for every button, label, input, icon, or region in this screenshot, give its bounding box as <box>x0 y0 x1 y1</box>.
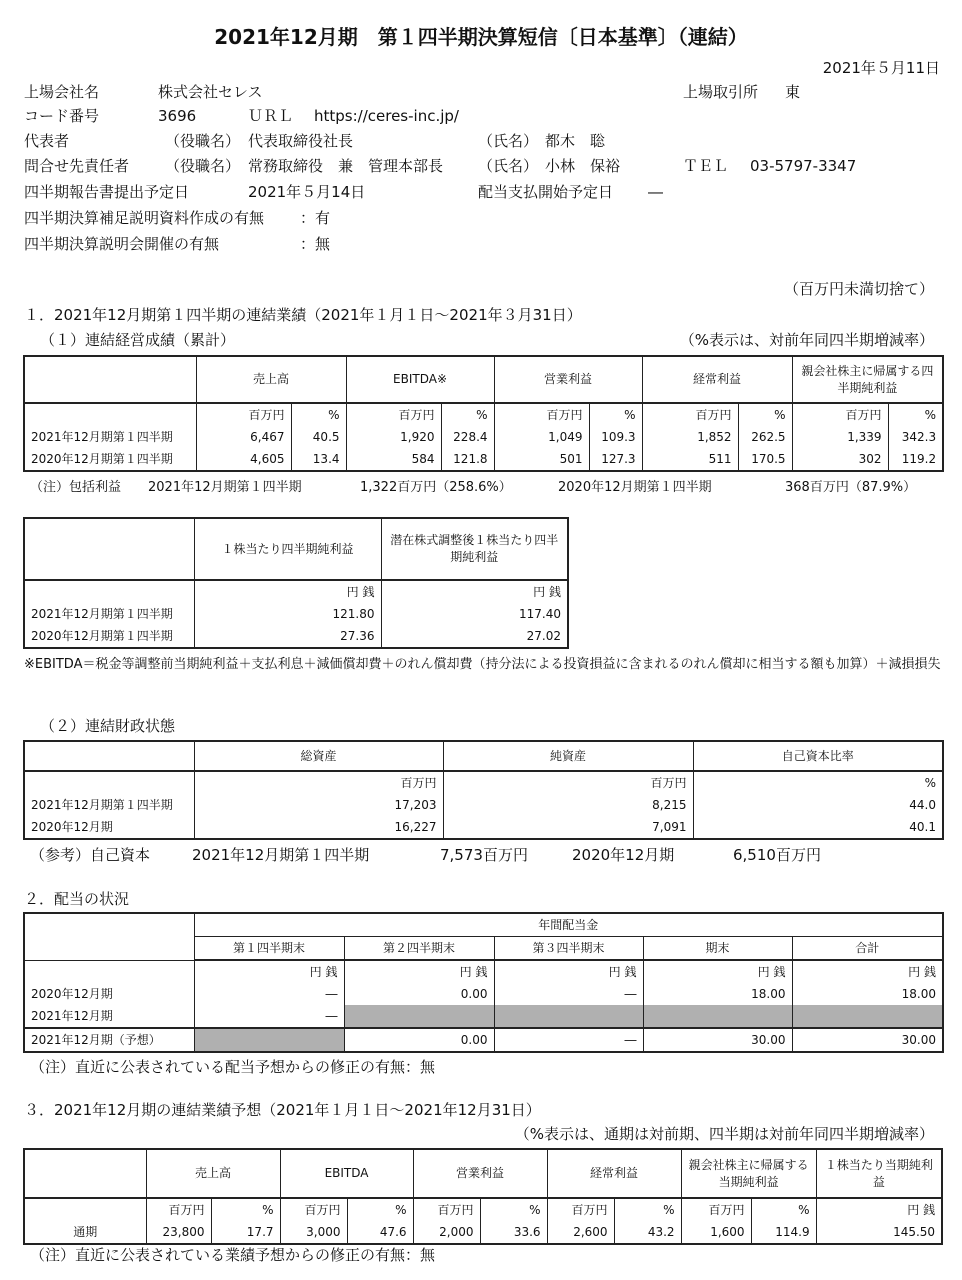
unit-label: % <box>738 403 792 426</box>
rep-title: 代表取締役社長 <box>248 132 354 150</box>
table-cell <box>24 1198 146 1221</box>
equity-period-2: 2020年12月期 <box>572 846 675 864</box>
row-label: 2021年12月期第１四半期 <box>24 603 194 625</box>
comprehensive-value-2: 368百万円（87.9%） <box>785 480 917 495</box>
value-cell: 4,605 <box>196 448 291 471</box>
unit-label: 円 銭 <box>344 960 494 983</box>
unit-label: 百万円 <box>681 1198 751 1221</box>
column-header: 総資産 <box>194 741 443 771</box>
column-header: 第２四半期末 <box>344 937 494 961</box>
unit-label: 円 銭 <box>494 960 643 983</box>
value-cell: 121.80 <box>194 603 381 625</box>
unit-label: 百万円 <box>547 1198 614 1221</box>
row-label: 2020年12月期第１四半期 <box>24 448 196 471</box>
report-date-value: 2021年５月14日 <box>248 183 366 201</box>
table-cell <box>24 403 196 426</box>
column-header: 潜在株式調整後１株当たり四半期純利益 <box>381 518 568 580</box>
table-cell <box>24 580 194 603</box>
value-cell <box>194 1028 344 1052</box>
header-row <box>24 356 943 403</box>
value-cell: 262.5 <box>738 426 792 448</box>
value-cell: ― <box>194 1005 344 1028</box>
unit-label: % <box>693 771 943 794</box>
equity-label: （参考）自己資本 <box>30 846 151 864</box>
column-header: 営業利益 <box>494 356 642 403</box>
unit-row <box>24 403 943 426</box>
table-row <box>24 625 568 648</box>
comprehensive-value-1: 1,322百万円（258.6%） <box>360 480 512 495</box>
value-cell: ― <box>194 983 344 1005</box>
section1-subheading: （１）連結経営成績（累計） <box>40 331 236 349</box>
column-header: EBITDA※ <box>346 356 494 403</box>
column-header: １株当たり当期純利益 <box>816 1149 942 1198</box>
ebitda-note: ※EBITDA＝税金等調整前当期純利益＋支払利息＋減価償却費＋のれん償却費（持分法による投資損益に含まれるのれん償却に相当する額も加算）＋減損損失 <box>24 657 941 672</box>
report-date: 2021年５月11日 <box>822 59 940 77</box>
column-header: 親会社株主に帰属する当期純利益 <box>681 1149 816 1198</box>
value-cell: ― <box>494 1028 643 1052</box>
header-row <box>24 518 568 580</box>
value-cell: 18.00 <box>643 983 792 1005</box>
url-label: ＵＲＬ <box>248 107 294 125</box>
column-header: 自己資本比率 <box>693 741 943 771</box>
exchange-label: 上場取引所 <box>683 83 759 101</box>
value-cell: 8,215 <box>443 794 693 816</box>
table-cell <box>24 771 194 794</box>
value-cell: 1,339 <box>792 426 888 448</box>
unit-label: 円 銭 <box>643 960 792 983</box>
unit-label: % <box>614 1198 681 1221</box>
table-cell <box>24 960 194 983</box>
value-cell <box>643 1005 792 1028</box>
table-cell <box>24 741 194 771</box>
value-cell: 2,600 <box>547 1221 614 1244</box>
tel-label: ＴＥＬ <box>683 157 729 175</box>
contact-name: 小林 保裕 <box>545 157 621 175</box>
value-cell: 17,203 <box>194 794 443 816</box>
value-cell: 17.7 <box>211 1221 280 1244</box>
value-cell: 170.5 <box>738 448 792 471</box>
value-cell: 30.00 <box>643 1028 792 1052</box>
code-value: 3696 <box>158 107 197 125</box>
forecast-pct-note: （%表示は、通期は対前期、四半期は対前年同四半期増減率） <box>514 1125 934 1143</box>
value-cell: 511 <box>642 448 738 471</box>
row-label: 2021年12月期 <box>24 1005 194 1028</box>
unit-label: 百万円 <box>146 1198 211 1221</box>
value-cell: 1,600 <box>681 1221 751 1244</box>
url-link[interactable]: https://ceres-inc.jp/ <box>314 107 459 125</box>
unit-label: 百万円 <box>443 771 693 794</box>
per-share-table <box>23 517 569 649</box>
unit-label: 円 銭 <box>194 960 344 983</box>
value-cell: 27.36 <box>194 625 381 648</box>
unit-label: % <box>441 403 494 426</box>
row-label: 2020年12月期第１四半期 <box>24 625 194 648</box>
briefing-value: ：無 <box>300 235 331 253</box>
value-cell: 3,000 <box>280 1221 347 1244</box>
value-cell: 302 <box>792 448 888 471</box>
column-header: 合計 <box>792 937 943 961</box>
value-cell: 228.4 <box>441 426 494 448</box>
unit-label: 百万円 <box>642 403 738 426</box>
unit-label: 百万円 <box>346 403 441 426</box>
value-cell: 127.3 <box>589 448 642 471</box>
dividend-revision-note: （注）直近に公表されている配当予想からの修正の有無：無 <box>30 1058 436 1076</box>
value-cell: 44.0 <box>693 794 943 816</box>
value-cell: 501 <box>494 448 589 471</box>
forecast-table <box>23 1148 943 1245</box>
equity-period-1: 2021年12月期第１四半期 <box>192 846 370 864</box>
value-cell: 27.02 <box>381 625 568 648</box>
unit-row <box>24 960 943 983</box>
value-cell: ― <box>494 983 643 1005</box>
value-cell: 0.00 <box>344 1028 494 1052</box>
unit-label: 円 銭 <box>194 580 381 603</box>
value-cell: 7,091 <box>443 816 693 839</box>
dividend-date-value: ― <box>648 183 663 201</box>
value-cell: 18.00 <box>792 983 943 1005</box>
comprehensive-income-label: （注）包括利益 <box>30 480 122 495</box>
table-row <box>24 816 943 839</box>
forecast-revision-note: （注）直近に公表されている業績予想からの修正の有無：無 <box>30 1246 436 1264</box>
supp-value: ：有 <box>300 209 331 227</box>
tel-value: 03-5797-3347 <box>750 157 857 175</box>
column-header: １株当たり四半期純利益 <box>194 518 381 580</box>
comprehensive-period-2: 2020年12月期第１四半期 <box>558 480 712 495</box>
unit-label: % <box>291 403 346 426</box>
column-header: 営業利益 <box>413 1149 547 1198</box>
group-header-row <box>24 913 943 937</box>
rounding-note: （百万円未満切捨て） <box>783 280 934 298</box>
operating-results-table <box>23 355 944 472</box>
value-cell: 1,049 <box>494 426 589 448</box>
value-cell: 33.6 <box>480 1221 547 1244</box>
table-cell <box>24 913 194 960</box>
table-row <box>24 1005 943 1028</box>
value-cell: 16,227 <box>194 816 443 839</box>
table-cell <box>24 1149 146 1198</box>
table-cell <box>24 356 196 403</box>
unit-label: % <box>211 1198 280 1221</box>
value-cell: 40.5 <box>291 426 346 448</box>
column-header: 経常利益 <box>642 356 792 403</box>
value-cell: 109.3 <box>589 426 642 448</box>
contact-label: 問合せ先責任者 <box>24 157 130 175</box>
unit-label: 百万円 <box>194 771 443 794</box>
table-row <box>24 426 943 448</box>
unit-label: 百万円 <box>196 403 291 426</box>
column-header: EBITDA <box>280 1149 413 1198</box>
value-cell: 30.00 <box>792 1028 943 1052</box>
table-row <box>24 448 943 471</box>
column-header: 期末 <box>643 937 792 961</box>
value-cell: 0.00 <box>344 983 494 1005</box>
unit-label: 百万円 <box>280 1198 347 1221</box>
contact-title-label: （役職名） <box>165 157 241 175</box>
unit-label: 百万円 <box>792 403 888 426</box>
column-header: 売上高 <box>146 1149 280 1198</box>
company-label: 上場会社名 <box>24 83 100 101</box>
table-row <box>24 983 943 1005</box>
table-row <box>24 1221 942 1244</box>
table-cell <box>24 518 194 580</box>
value-cell: 2,000 <box>413 1221 480 1244</box>
value-cell: 6,467 <box>196 426 291 448</box>
column-header: 経常利益 <box>547 1149 681 1198</box>
value-cell: 40.1 <box>693 816 943 839</box>
value-cell: 47.6 <box>347 1221 413 1244</box>
unit-label: 百万円 <box>494 403 589 426</box>
unit-label: % <box>589 403 642 426</box>
value-cell <box>344 1005 494 1028</box>
unit-row <box>24 580 568 603</box>
table-row <box>24 603 568 625</box>
row-label: 通期 <box>24 1221 146 1244</box>
equity-value-2: 6,510百万円 <box>733 846 821 864</box>
unit-label: 円 銭 <box>381 580 568 603</box>
section1-heading: １．2021年12月期第１四半期の連結業績（2021年１月１日～2021年３月31日） <box>24 306 582 324</box>
value-cell: 43.2 <box>614 1221 681 1244</box>
row-label: 2020年12月期 <box>24 983 194 1005</box>
value-cell <box>792 1005 943 1028</box>
contact-name-label: （氏名） <box>478 157 539 175</box>
financial-position-table <box>23 740 944 840</box>
section1-pct-note: （%表示は、対前年同四半期増減率） <box>679 331 934 349</box>
row-label: 2020年12月期 <box>24 816 194 839</box>
row-label: 2021年12月期第１四半期 <box>24 794 194 816</box>
report-date-label: 四半期報告書提出予定日 <box>24 183 190 201</box>
unit-label: 円 銭 <box>816 1198 942 1221</box>
table-row <box>24 794 943 816</box>
value-cell: 145.50 <box>816 1221 942 1244</box>
exchange-value: 東 <box>785 83 801 101</box>
value-cell <box>494 1005 643 1028</box>
table-row <box>24 1028 943 1052</box>
code-label: コード番号 <box>24 107 100 125</box>
header-row <box>24 741 943 771</box>
value-cell: 117.40 <box>381 603 568 625</box>
comprehensive-period-1: 2021年12月期第１四半期 <box>148 480 302 495</box>
rep-name-label: （氏名） <box>478 132 539 150</box>
section-dividends-heading: ２．配当の状況 <box>24 890 130 908</box>
row-label: 2021年12月期（予想） <box>24 1028 194 1052</box>
value-cell: 121.8 <box>441 448 494 471</box>
column-header: 第１四半期末 <box>194 937 344 961</box>
value-cell: 23,800 <box>146 1221 211 1244</box>
rep-title-label: （役職名） <box>165 132 241 150</box>
rep-name: 都木 聡 <box>545 132 606 150</box>
section2-subheading: （２）連結財政状態 <box>40 717 176 735</box>
rep-label: 代表者 <box>24 132 70 150</box>
equity-value-1: 7,573百万円 <box>440 846 528 864</box>
column-header: 親会社株主に帰属する四半期純利益 <box>792 356 943 403</box>
column-header: 純資産 <box>443 741 693 771</box>
column-header: 第３四半期末 <box>494 937 643 961</box>
dividends-table <box>23 912 944 1053</box>
unit-label: % <box>888 403 943 426</box>
company-name: 株式会社セレス <box>158 83 263 101</box>
group-header: 年間配当金 <box>194 913 943 937</box>
value-cell: 584 <box>346 448 441 471</box>
document-title: 2021年12月期 第１四半期決算短信〔日本基準〕（連結） <box>214 25 748 49</box>
unit-row <box>24 771 943 794</box>
unit-row <box>24 1198 942 1221</box>
supp-label: 四半期決算補足説明資料作成の有無 <box>24 209 265 227</box>
row-label: 2021年12月期第１四半期 <box>24 426 196 448</box>
unit-label: % <box>480 1198 547 1221</box>
contact-title: 常務取締役 兼 管理本部長 <box>248 157 444 175</box>
value-cell: 114.9 <box>751 1221 816 1244</box>
section-forecast-heading: ３．2021年12月期の連結業績予想（2021年１月１日～2021年12月31日） <box>24 1101 541 1119</box>
value-cell: 1,852 <box>642 426 738 448</box>
briefing-label: 四半期決算説明会開催の有無 <box>24 235 220 253</box>
dividend-date-label: 配当支払開始予定日 <box>478 183 614 201</box>
header-row <box>24 1149 942 1198</box>
value-cell: 1,920 <box>346 426 441 448</box>
unit-label: 円 銭 <box>792 960 943 983</box>
unit-label: 百万円 <box>413 1198 480 1221</box>
unit-label: % <box>347 1198 413 1221</box>
value-cell: 342.3 <box>888 426 943 448</box>
unit-label: % <box>751 1198 816 1221</box>
value-cell: 119.2 <box>888 448 943 471</box>
value-cell: 13.4 <box>291 448 346 471</box>
column-header: 売上高 <box>196 356 346 403</box>
